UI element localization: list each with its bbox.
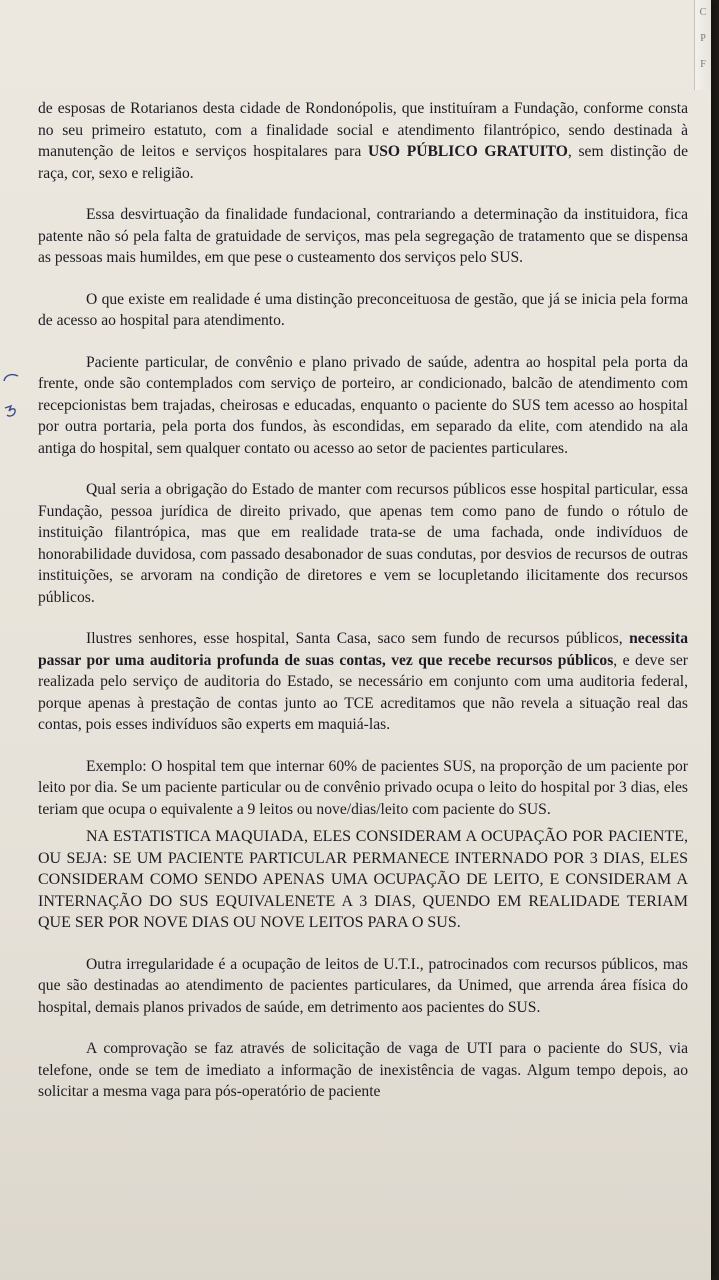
paragraph	[38, 289, 688, 332]
paragraph-text: O que existe em realidade é uma distinção preconceituosa de gestão, que já se inicia pela forma de acesso ao hospital para atendimento.	[38, 290, 688, 329]
paragraph	[38, 352, 688, 460]
pen-mark-icon	[3, 402, 21, 420]
paragraph-text: Ilustres senhores, esse hospital, Santa Casa, saco sem fundo de recursos públicos,	[86, 630, 630, 647]
pen-mark-icon	[2, 372, 20, 386]
document-body	[38, 98, 688, 1123]
paragraph	[38, 98, 688, 184]
paragraph-text: Exemplo: O hospital tem que internar 60% de pacientes SUS, na proporção de um paciente por leito por dia. Se um paciente particular ou de convênio privado ocupa o leito do hospital por 3 dias, eles teriam que ocupa o equivalente a 9 leitos ou nove/dias/leito com paciente do SUS.	[38, 757, 688, 818]
emphasis-text: USO PÚBLICO GRATUITO	[367, 143, 568, 160]
paragraph	[38, 954, 688, 1019]
emphasis-text: necessita passar por uma auditoria profunda de suas contas, vez que recebe recursos públicos	[38, 630, 688, 669]
adjacent-page-edge	[694, 0, 711, 90]
corner-letter: C	[699, 7, 707, 18]
paragraph-text: Outra irregularidade é a ocupação de leitos de U.T.I., patrocinados com recursos públicos, mas que são destinadas ao atendimento de pacientes particulares, da Unimed, que arrenda área física do hospital, demais planos privados de saúde, em detrimento aos pacientes do SUS.	[38, 955, 688, 1016]
paragraph-text: Paciente particular, de convênio e plano privado de saúde, adentra ao hospital pela porta da frente, onde são contemplados com serviço de porteiro, ar condicionado, balcão de atendimento com recepcionistas bem trajadas, cheirosas e educadas, enquanto o paciente do SUS tem acesso ao hospital por outra portaria, pela porta dos fundos, às escondidas, em separado da elite, com atendido na ala antiga do hospital, sem qualquer contato ou acesso ao setor de pacientes particulares.	[38, 353, 688, 457]
paragraph-text: , e deve ser realizada pelo serviço de auditoria do Estado, se necessário em conjunto com uma auditoria federal, porque apenas à prestação de contas junto ao TCE acreditamos que não revela a situação real das contas, pois esses indivíduos são experts em maquiá-las.	[38, 651, 688, 733]
paragraph-text: A comprovação se faz através de solicitação de vaga de UTI para o paciente do SUS, via telefone, onde se tem de imediato a informação de inexistência de vagas. Algum tempo depois, ao solicitar a mesma vaga para pós-operatório de paciente	[38, 1040, 688, 1100]
paragraph-text: de esposas de Rotarianos desta cidade de Rondonópolis, que instituíram a Fundação, conforme consta no seu primeiro estatuto, com a finalidade social e atendimento filantrópico, sendo destinada à manutenção de leitos e serviços hospitalares para	[38, 100, 688, 160]
paragraph	[38, 756, 688, 821]
paragraph-text: Qual seria a obrigação do Estado de manter com recursos públicos esse hospital particular, essa Fundação, pessoa jurídica de direito privado, que apenas tem como pano de fundo o rótulo de instituição filantrópica, mas que em realidade trata-se de uma fachada, onde indivíduos de honorabilidade duvidosa, com passado desabonador de suas condutas, por desvios de recursos de outras instituições, se arvoram na condição de diretores e vem se locupletando ilicitamente dos recursos públicos.	[38, 481, 688, 606]
paragraph	[38, 1038, 688, 1103]
corner-letter: P	[700, 33, 706, 44]
paragraph	[38, 479, 688, 608]
paragraph	[38, 826, 688, 934]
paragraph	[38, 628, 688, 736]
paragraph-text: , sem distinção de raça, cor, sexo e religião.	[38, 143, 688, 182]
paragraph-text: NA ESTATISTICA MAQUIADA, ELES CONSIDERAM A OCUPAÇÃO POR PACIENTE, OU SEJA: SE UM PACIENTE PARTICULAR PERMANECE INTERNADO POR 3 DIAS, ELES CONSIDERAM COMO SENDO APENAS UMA OCUPAÇÃO DE LEITO, E CONSIDERAM A INTERNAÇÃO DO SUS EQUIVALENETE A 3 DIAS, QUENDO EM REALIDADE TERIAM QUE SER POR NOVE DIAS OU NOVE LEITOS PARA O SUS.	[38, 828, 688, 931]
paragraph	[38, 204, 688, 269]
paragraph-text: Essa desvirtuação da finalidade fundacional, contrariando a determinação da instituidora, fica patente não só pela falta de gratuidade de serviços, mas pela segregação de tratamento que se dispensa as pessoas mais humildes, em que pese o custeamento dos serviços pelo SUS.	[38, 206, 688, 266]
corner-letter: F	[700, 59, 706, 70]
